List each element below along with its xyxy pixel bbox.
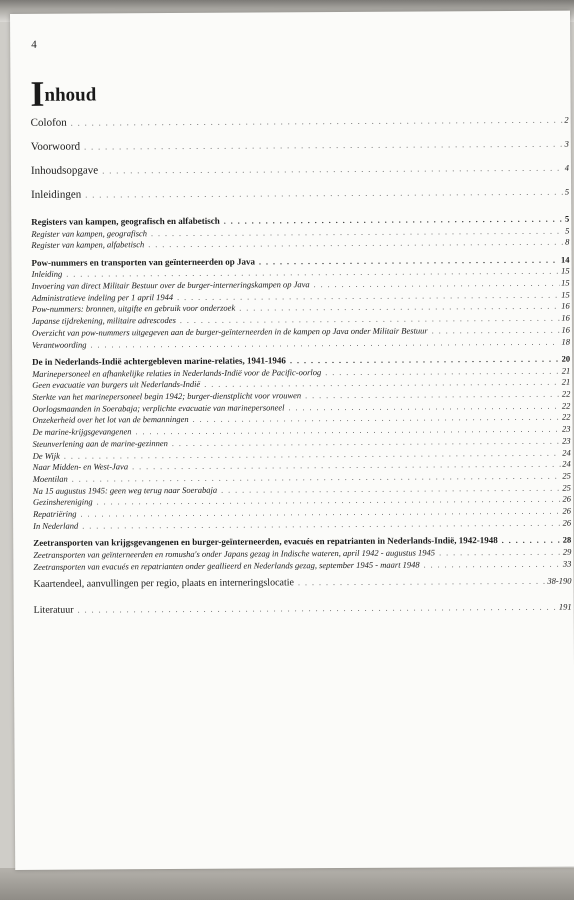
dot-leader [288,401,559,412]
dot-leader [151,226,563,238]
toc-entry-page: 15 [561,277,570,288]
toc-entry-page: 22 [561,400,571,411]
toc-entry-page: 24 [562,447,571,458]
toc-entry-page: 23 [562,435,571,446]
toc-entry-title: Voorwoord [30,140,81,153]
dot-leader [502,536,561,545]
toc-entry-page: 26 [562,493,572,504]
toc-entry-page: 4 [564,162,569,173]
page-number: 4 [31,38,37,51]
dot-leader [84,140,562,152]
toc-entry [32,336,570,351]
toc-entry-page: 16 [561,324,570,335]
dot-leader [135,425,560,437]
toc-entry-title: Geen evacuatie van burgers uit Nederlands-Indië [32,379,201,391]
toc-entry-title: Inleidingen [31,188,82,201]
toc-entry-page: 5 [565,225,570,236]
dot-leader [259,256,559,267]
toc-entry-title: Registers van kampen, geografisch en alfabetisch [31,215,220,227]
book-page [10,11,574,870]
dot-leader [102,164,563,176]
toc-entry-title: De marine-krijgsgevangenen [32,426,132,437]
toc-entry-page: 5 [564,186,570,197]
toc-entry-title: Oorlogsmaanden in Soerabaja; verplichte evacuatie van marinepersoneel [32,402,285,414]
dot-leader [424,559,561,569]
toc-entry-page: 5 [564,213,570,224]
toc-entry-title: Marinepersoneel en afhankelijke relaties in Nederlands-Indië voor de Pacific-oorlog [32,366,322,379]
toc-entry-title: Naar Midden- en West-Java [32,461,129,473]
toc-entry-page: 24 [562,458,571,469]
dot-leader [177,290,559,301]
toc-entry-title: Inleiding [31,269,63,280]
toc-entry-title: De in Nederlands-Indië achtergebleven marine-relaties, 1941-1946 [32,355,286,368]
toc-entry-page: 26 [562,517,572,528]
toc-entry-page: 21 [561,376,571,388]
toc-entry-title: Administratieve indeling per 1 april 1944 [31,291,174,303]
dot-leader [221,483,560,494]
bottom-shadow [0,868,574,900]
toc-entry-title: Pow-nummers en transporten van geïnterneerden op Java [31,256,256,268]
toc-entry-page: 38-190 [547,575,572,586]
toc-entry-page: 25 [562,470,571,481]
toc-entry-page: 25 [562,482,571,493]
toc-entry-page: 21 [561,365,571,376]
dot-leader [180,314,560,325]
toc-entry-page: 15 [561,265,570,277]
dot-leader [432,325,560,335]
toc-entry-title: Gezinshereniging [32,496,93,508]
dot-leader [172,436,560,447]
toc-entry-page: 2 [564,114,569,125]
toc-entry-page: 16 [561,312,570,323]
toc-entry-page: 18 [561,336,571,347]
toc-entry-page: 22 [561,388,571,399]
toc-entry [34,602,572,625]
toc-entry-title: Register van kampen, geografisch [31,227,148,239]
toc-entry-page: 8 [565,236,570,247]
toc-entry-title: De Wijk [32,450,60,461]
table-of-contents [31,112,572,625]
toc-entry-title: Invoering van direct Militair Bestuur over de burger-interneringskampen op Java [31,279,310,291]
toc-entry-title: Kaartendeel, aanvullingen per regio, plaats en interneringslocatie [33,577,294,591]
dot-leader [85,188,563,200]
dot-leader [290,355,560,366]
toc-entry [33,517,571,532]
dot-leader [148,238,563,250]
toc-entry-page: 20 [561,353,571,364]
page-title [30,73,97,114]
toc-entry-title: Onzekerheid over het lot van de bemanningen [32,414,189,426]
dot-leader [305,390,560,401]
toc-entry-page: 23 [562,423,571,434]
toc-entry-title: Steunverlening aan de marine-gezinnen [32,437,168,449]
toc-entry [31,138,569,163]
dot-leader [224,215,563,226]
dot-leader [314,279,560,289]
dot-leader [325,366,559,376]
toc-entry [31,186,569,211]
toc-entry-title: Zeetransporten van krijgsgevangenen en burger-geïnterneerden, evacués en repatrianten in Nederlands-Indië, 1942-1948 [33,535,498,549]
toc-entry-page: 29 [562,546,572,557]
toc-entry-title: Inhoudsopgave [30,164,99,177]
toc-entry-title: Register van kampen, alfabetisch [31,239,145,251]
toc-entry-title: Overzicht van pow-nummers uitgegeven aan de burger-geïnterneerden in de kampen op Java onder Militair Bestuur [31,325,428,338]
toc-entry [31,162,569,187]
dot-leader [204,378,560,389]
dot-leader [78,603,557,615]
dot-leader [90,337,559,349]
toc-entry-page: 22 [561,412,571,423]
toc-entry-title: Verantwoording [31,339,87,350]
toc-entry [31,114,569,139]
dot-leader [132,460,560,472]
toc-entry [31,237,569,252]
dot-leader [71,116,563,128]
toc-entry-page: 3 [564,138,569,149]
toc-entry-title: Zeetransporten van geïnterneerden en romusha's onder Japans gezag in Indische wateren, april 1942 - augustus 1945 [33,547,436,560]
toc-entry-title: Pow-nummers: bronnen, uitgifte en gebruik voor onderzoek [31,303,236,315]
toc-entry-title: Sterkte van het marinepersoneel begin 1942; burger-dienstplicht voor vrouwen [32,390,302,402]
dot-leader [298,577,546,588]
toc-entry-title: Colofon [30,116,67,129]
toc-entry-title: Zeetransporten van evacués en repatrianten onder geallieerd en Nederlands gezag, september 1945 - maart 1948 [33,559,420,572]
toc-entry-title: In Nederland [33,520,79,531]
toc-entry-page: 191 [558,601,572,612]
toc-entry-title: Literatuur [33,604,74,617]
toc-entry-title: Moentilan [32,473,68,484]
toc-entry-page: 14 [560,254,570,265]
toc-entry-page: 33 [562,558,572,569]
toc-entry [33,558,571,573]
dot-leader [97,495,561,507]
title-initial: I [30,73,45,114]
toc-entry-page: 16 [561,301,570,312]
toc-entry-title: Japanse tijdrekening, militaire adrescodes [31,315,176,326]
dot-leader [82,518,560,530]
toc-entry-title: Repatriëring [33,508,77,519]
dot-leader [239,302,559,313]
toc-entry [33,576,571,599]
title-rest: nhoud [44,84,97,106]
toc-entry-page: 28 [562,534,572,545]
toc-entry-page: 26 [562,505,572,516]
toc-entry-page: 15 [561,289,570,300]
dot-leader [439,547,561,557]
toc-entry-title: Na 15 augustus 1945: geen weg terug naar Soerabaja [32,484,218,496]
dot-leader [193,413,560,424]
